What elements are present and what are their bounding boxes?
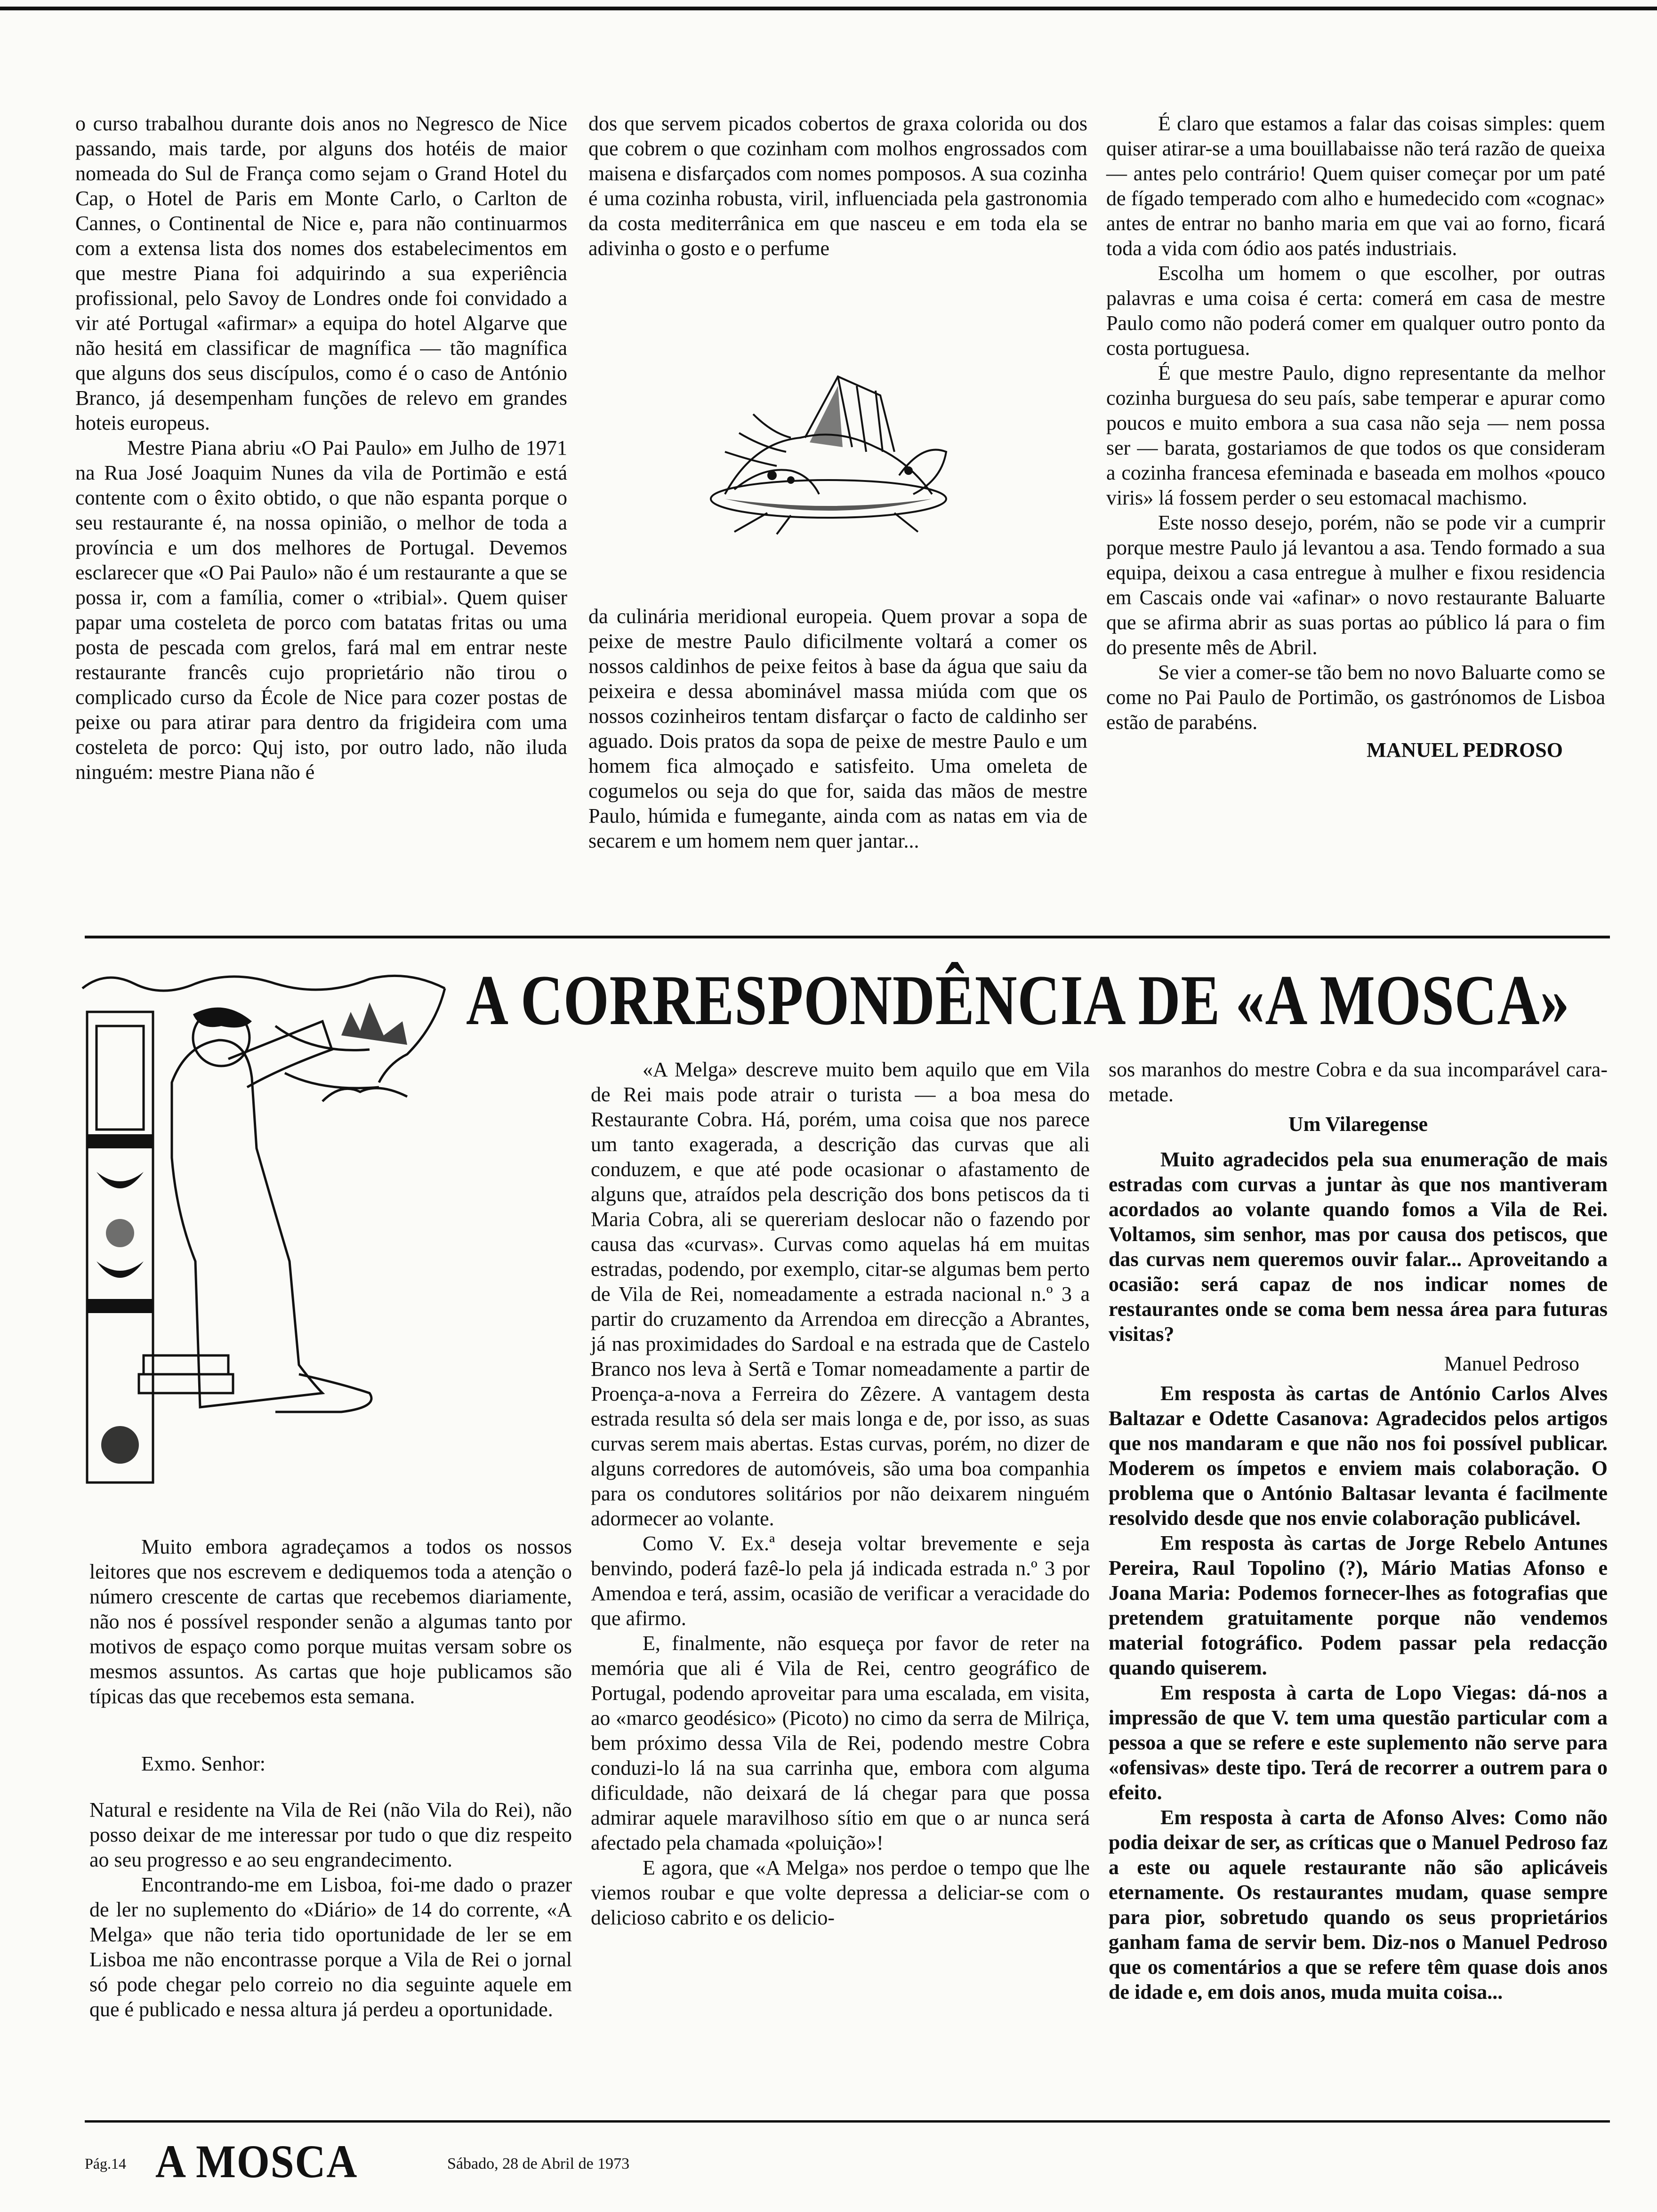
reading-woman-illustration [78,970,454,1487]
headline: A CORRESPONDÊNCIA DE «A MOSCA» [466,961,1570,1040]
top-article-column-3 [1106,111,1605,762]
paragraph: Encontrando-me em Lisboa, foi-me dado o prazer de ler no suplemento do «Diário» de 14 do corrente, «A Melga» que não teria tido oportunidade de ler se em Lisboa me não encontrasse porque a Vila de Rei o jornal só pode chegar pelo correio no dia seguinte aquele em que é publicado e nessa altura já perdeu a oportunidade. [89,1873,572,2021]
correspondence-column-3 [1109,1057,1608,2004]
section-divider [85,936,1610,938]
paragraph: da culinária meridional europeia. Quem provar a sopa de peixe de mestre Paulo dificilmente voltará a comer os nossos caldinhos de peixe feitos à base da água que saiu da peixeira e dessa abominável massa miúda com que os nossos cozinheiros tentam disfarçar o facto de caldinho ser aguado. Dois pratos da sopa de peixe de mestre Paulo e um homem fica almoçado e satisfeito. Uma omeleta de cogumelos ou seja do que for, saida das mãos de mestre Paulo, húmida e fumegante, ainda com as natas em via de secarem e um homem nem quer jantar... [588,605,1087,852]
letter-signature: Um Vilaregense [1288,1113,1428,1136]
paragraph: Natural e residente na Vila de Rei (não Vila do Rei), não posso deixar de me interessar por tudo o que diz respeito ao seu progresso e ao seu engrandecimento. [89,1798,572,1871]
editor-reply: Em resposta à carta de Lopo Viegas: dá-nos a impressão de que V. tem uma questão particular com a pessoa a que se refere e este suplemento não serve para «ofensivas» deste tipo. Terá de recorrer a outrem para o efeito. [1109,1681,1608,1804]
paragraph: Se vier a comer-se tão bem no novo Baluarte como se come no Pai Paulo de Portimão, os gastrónomos de Lisboa estão de parabéns. [1106,661,1605,734]
page-footer [85,2134,650,2188]
paragraph: E agora, que «A Melga» nos perdoe o tempo que lhe viemos roubar e que volte depressa a deliciar-se com o delicioso cabrito e os delicio- [591,1856,1090,1929]
food-illustration [697,358,960,537]
masthead: A MOSCA [155,2135,358,2188]
correspondence-column-1 [89,1534,572,2022]
editor-reply: Em resposta às cartas de António Carlos Alves Baltazar e Odette Casanova: Agradecidos pelos artigos que nos mandaram e que não nos foi possível publicar. Moderem os ímpetos e enviem mais colaboração. O problema que o António Baltasar levanta é facilmente resolvido desde que nos envie colaboração publicável. [1109,1382,1608,1530]
paragraph: É claro que estamos a falar das coisas simples: quem quiser atirar-se a uma bouillabaisse não terá razão de queixa — antes pelo contrário! Quem quiser começar por um paté de fígado temperado com alho e humedecido com «cognac» antes de entrar no banho maria em que vai ao forno, ficará toda a vida com ódio aos patés industriais. [1106,112,1605,260]
paragraph: «A Melga» descreve muito bem aquilo que em Vila de Rei mais pode atrair o turista — a boa mesa do Restaurante Cobra. Há, porém, uma coisa que nos parece um tanto exagerada, a descrição das curvas que ali conduzem, e que até pode ocasionar o afastamento de alguns que, atraídos pela descrição dos bons petiscos da ti Maria Cobra, ali se quereriam deslocar não o fazendo por causa das «curvas». Curvas como aquelas há em muitas estradas, podendo, por exemplo, citar-se algumas bem perto de Vila de Rei, nomeadamente a estrada nacional n.º 3 a partir do cruzamento da Arrendoa em direcção a Abrantes, já nas proximidades do Sardoal e na estrada que de Castelo Branco nos leva à Sertã e Tomar nomeadamente a partir de Proença-a-nova a Ferreira do Zêzere. A vantagem desta estrada resulta só dela ser mais longa e de, por isso, as suas curvas serem mais abertas. Estas curvas, porém, no dizer de alguns corredores de automóveis, são uma boa companhia para os condutores solitários por não deixarem ninguém adormecer ao volante. [591,1058,1090,1530]
top-article-column-2-top [588,111,1087,261]
paragraph: Muito embora agradeçamos a todos os nossos leitores que nos escrevem e dediquemos toda a atenção o número crescente de cartas que recebemos diariamente, não nos é possível responder senão a algumas tanto por motivos de espaço como porque muitas versam sobre os mesmos assuntos. As cartas que hoje publicamos são típicas das que recebemos esta semana. [89,1535,572,1708]
editor-reply: Muito agradecidos pela sua enumeração de mais estradas com curvas a juntar às que nos mantiveram acordados ao volante quando fomos a Vila de Rei. Voltamos, sim senhor, mas por causa dos petiscos, que das curvas nem queremos ouvir falar... Aproveitando a ocasião: será capaz de nos indicar nomes de restaurantes onde se coma bem nessa área para futuras visitas? [1109,1148,1608,1346]
editor-reply: Em resposta às cartas de Jorge Rebelo Antunes Pereira, Raul Topolino (?), Mário Matias Afonso e Joana Maria: Podemos fornecer-lhes as fotografias que pretendem gratuitamente porque não vendemos material fotográfico. Podem passar pela redacção quando quiserem. [1109,1531,1608,1679]
paragraph: Este nosso desejo, porém, não se pode vir a cumprir porque mestre Paulo já levantou a asa. Tendo formado a sua equipa, deixou a casa entregue à mulher e fixou residencia em Cascais onde vai «afinar» o novo restaurante Baluarte que se afirma abrir as suas portas ao público lá para o fim do presente mês de Abril. [1106,511,1605,659]
paragraph: É que mestre Paulo, digno representante da melhor cozinha burguesa do seu país, sabe temperar e apurar como poucos e muito embora a sua casa não seja — nem possa ser — barata, gostariamos de que todos os que consideram a cozinha francesa efeminada e baseada em molhos «pouco viris» lá fossem perder o seu estomacal machismo. [1106,361,1605,509]
editor-reply: Em resposta à carta de Afonso Alves: Como não podia deixar de ser, as críticas que o Manuel Pedroso faz a este ou aquele restaurante não são aplicáveis eternamente. Os restaurantes mudam, quase sempre para pior, sobretudo quando os seus proprietários ganham fama de servir bem. Diz-nos o Manuel Pedroso que os comentários a que se refere têm quase dois anos de idade e, em dois anos, muda muita coisa... [1109,1806,1608,2004]
paragraph: E, finalmente, não esqueça por favor de reter na memória que ali é Vila de Rei, centro geográfico de Portugal, podendo aproveitar para uma escalada, em visita, ao «marco geodésico» (Picoto) no cimo da serra de Milriça, bem próximo dessa Vila de Rei, podendo mestre Cobra conduzi-lo lá na sua carrinha que, embora com alguma dificuldade, não deixará de lá chegar para que possa admirar aquele maravilhoso sítio em que o ar nunca será afectado pela chamada «poluição»! [591,1632,1090,1854]
footer-divider [85,2120,1610,2123]
paragraph: Como V. Ex.ª deseja voltar brevemente e seja benvindo, poderá fazê-lo pela já indicada estrada n.º 3 por Amendoa e terá, assim, ocasião de verificar a veracidade do que afirmo. [591,1532,1090,1630]
top-article-column-1 [75,111,567,785]
paragraph: Mestre Piana abriu «O Pai Paulo» em Julho de 1971 na Rua José Joaquim Nunes da vila de Portimão e está contente com o êxito obtido, o que não espanta porque o seu restaurante é, na nossa opinião, o melhor de toda a província e um dos melhores de Portugal. Devemos esclarecer que «O Pai Paulo» não é um restaurante a que se possa ir, com a família, comer o «tribial». Quem quiser papar uma costeleta de porco com batatas fritas ou uma posta de pescada com grelos, fará mal em entrar neste restaurante francês cujo proprietário não tirou o complicado curso da École de Nice para cozer postas de peixe ou para atirar para dentro da frigideira com uma costeleta de porco: Quj isto, por outro lado, não iluda ninguém: mestre Piana não é [75,436,567,784]
issue-date: Sábado, 28 de Abril de 1973 [447,2155,630,2172]
salutation: Exmo. Senhor: [141,1752,265,1775]
reply-signature: Manuel Pedroso [1444,1352,1579,1375]
page-number: Pág.14 [85,2155,126,2172]
byline: MANUEL PEDROSO [1367,738,1563,761]
paragraph: o curso trabalhou durante dois anos no Negresco de Nice passando, mais tarde, por alguns dos hotéis de maior nomeada do Sul de França como sejam o Grand Hotel du Cap, o Hotel de Paris em Monte Carlo, o Carlton de Cannes, o Continental de Nice e, para não continuarmos com a extensa lista dos nomes dos estabelecimentos em que mestre Piana foi adquirindo a sua experiência profissional, pelo Savoy de Londres onde foi convidado a vir até Portugal «afirmar» a equipa do hotel Algarve que não hesitá em classificar de magnífica — tão magnífica que alguns dos seus discípulos, como é o caso de António Branco, já desempenham funções de relevo em grandes hoteis europeus. [75,112,567,434]
paragraph: Escolha um homem o que escolher, por outras palavras e uma coisa é certa: comerá em casa de mestre Paulo como não poderá comer em qualquer outro ponto da costa portuguesa. [1106,262,1605,360]
paragraph: sos maranhos do mestre Cobra e da sua incomparável cara-metade. [1109,1058,1608,1106]
top-article-column-2-bottom [588,604,1087,853]
top-border-rule [0,7,1657,10]
paragraph: dos que servem picados cobertos de graxa colorida ou dos que cobrem o que cozinham com molhos engrossados com maisena e disfarçados com nomes pomposos. A sua cozinha é uma cozinha robusta, viril, influenciada pela gastronomia da costa mediterrânica em que nasceu e em toda ela se adivinha o gosto e o perfume [588,112,1087,260]
correspondence-column-2 [591,1057,1090,1930]
